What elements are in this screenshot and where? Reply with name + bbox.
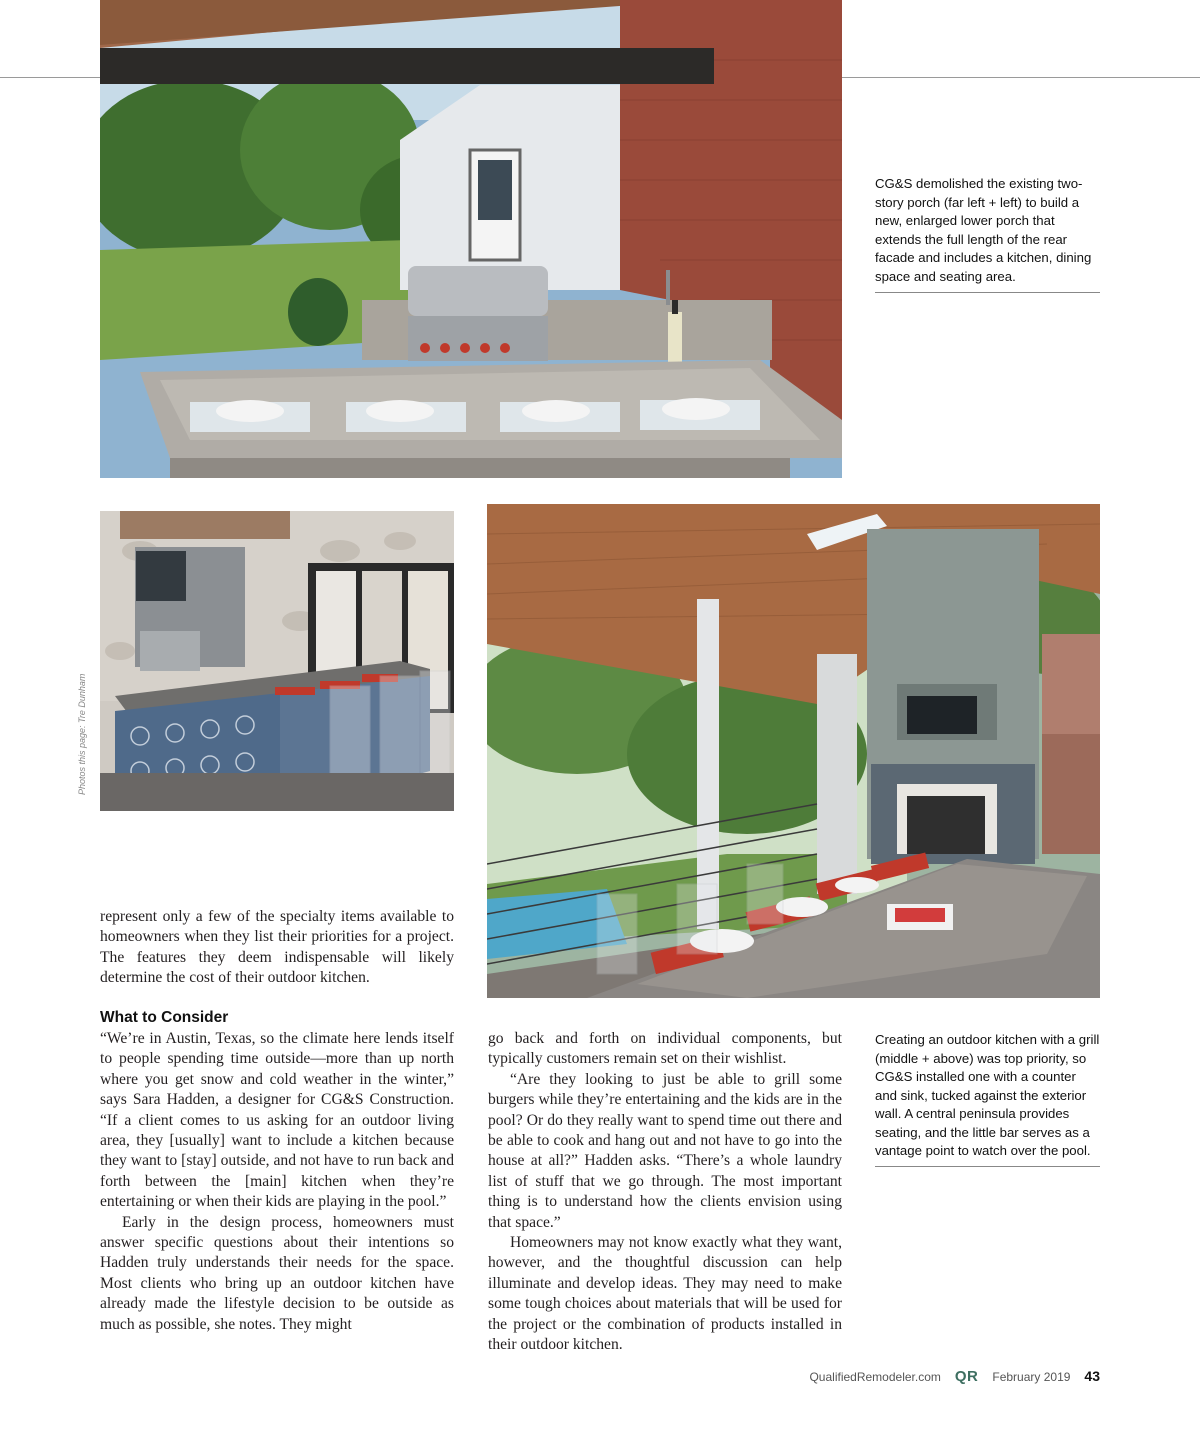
top-rule-left — [0, 77, 100, 78]
caption-top: CG&S demolished the existing two-story porch (far left + left) to build a new, enlarged lower porch that extends the full length of the rear facade and includes a kitchen, dining space and seating area. — [875, 176, 1092, 284]
article-intro-paragraph — [100, 907, 454, 989]
photo-credit: Photos this page: Tre Dunham — [77, 673, 87, 795]
col2-paragraph-1: go back and forth on individual components, but typically customers remain set on their wishlist. — [488, 1030, 842, 1068]
photo-outdoor-kitchen-grill — [100, 0, 842, 478]
intro-paragraph-text: represent only a few of the specialty items available to homeowners when they list their priorities for a project. The features they deem indispensable will likely determine the cost of their outdoor kitchen. — [100, 908, 454, 987]
top-rule-right — [842, 77, 1200, 78]
col2-paragraph-2: “Are they looking to just be able to grill some burgers while they’re entertaining and the kids are in the pool? Or do they really want to spend time out there and be able to cook and hang out and not have to go into the house at all?” Hadden asks. “There’s a whole laundry list of stuff that we go through. The most important thing is to understand how the clients envision using that space.” — [488, 1070, 842, 1231]
footer-date: February 2019 — [992, 1370, 1071, 1384]
article-column-1 — [100, 1029, 454, 1335]
photo-kitchen-bar-tile — [100, 511, 454, 811]
article-column-2 — [488, 1029, 842, 1356]
footer-site: QualifiedRemodeler.com — [809, 1370, 941, 1384]
caption-top-rule — [875, 292, 1100, 293]
page-number: 43 — [1084, 1368, 1100, 1384]
col2-paragraph-3: Homeowners may not know exactly what they want, however, and the thoughtful discussion can help illuminate and develop ideas. They may need to make some tough choices about materials that will be used for the project or the combination of products installed in their outdoor kitchen. — [488, 1234, 842, 1354]
caption-bottom: Creating an outdoor kitchen with a grill (middle + above) was top priority, so CG&S installed one with a counter and sink, tucked against the exterior wall. A central peninsula provides seating, and the little bar serves as a vantage point to watch over the pool. — [875, 1032, 1100, 1158]
photo-covered-porch-fireplace — [487, 504, 1100, 998]
footer-logo: QR — [954, 1368, 979, 1385]
col1-paragraph-1: “We’re in Austin, Texas, so the climate here lends itself to people spending time outside—more than up north where you get snow and cold weather in the winter,” says Sara Hadden, a designer for CG&S Construction. “If a client comes to us asking for an outdoor living area, they [usually] want to include a kitchen because they want to [stay] outside, and not have to run back and forth between the [main] kitchen when they’re entertaining or when their kids are playing in the pool.” — [100, 1030, 454, 1211]
col1-paragraph-2: Early in the design process, homeowners must answer specific questions about their intentions so Hadden truly understands their needs for the space. Most clients who bring up an outdoor kitchen have already made the lifestyle decision to be outside as much as possible, she notes. They might — [100, 1213, 454, 1333]
subhead-what-to-consider: What to Consider — [100, 1009, 229, 1026]
caption-bottom-rule — [875, 1166, 1100, 1167]
page-footer — [809, 1368, 1100, 1385]
